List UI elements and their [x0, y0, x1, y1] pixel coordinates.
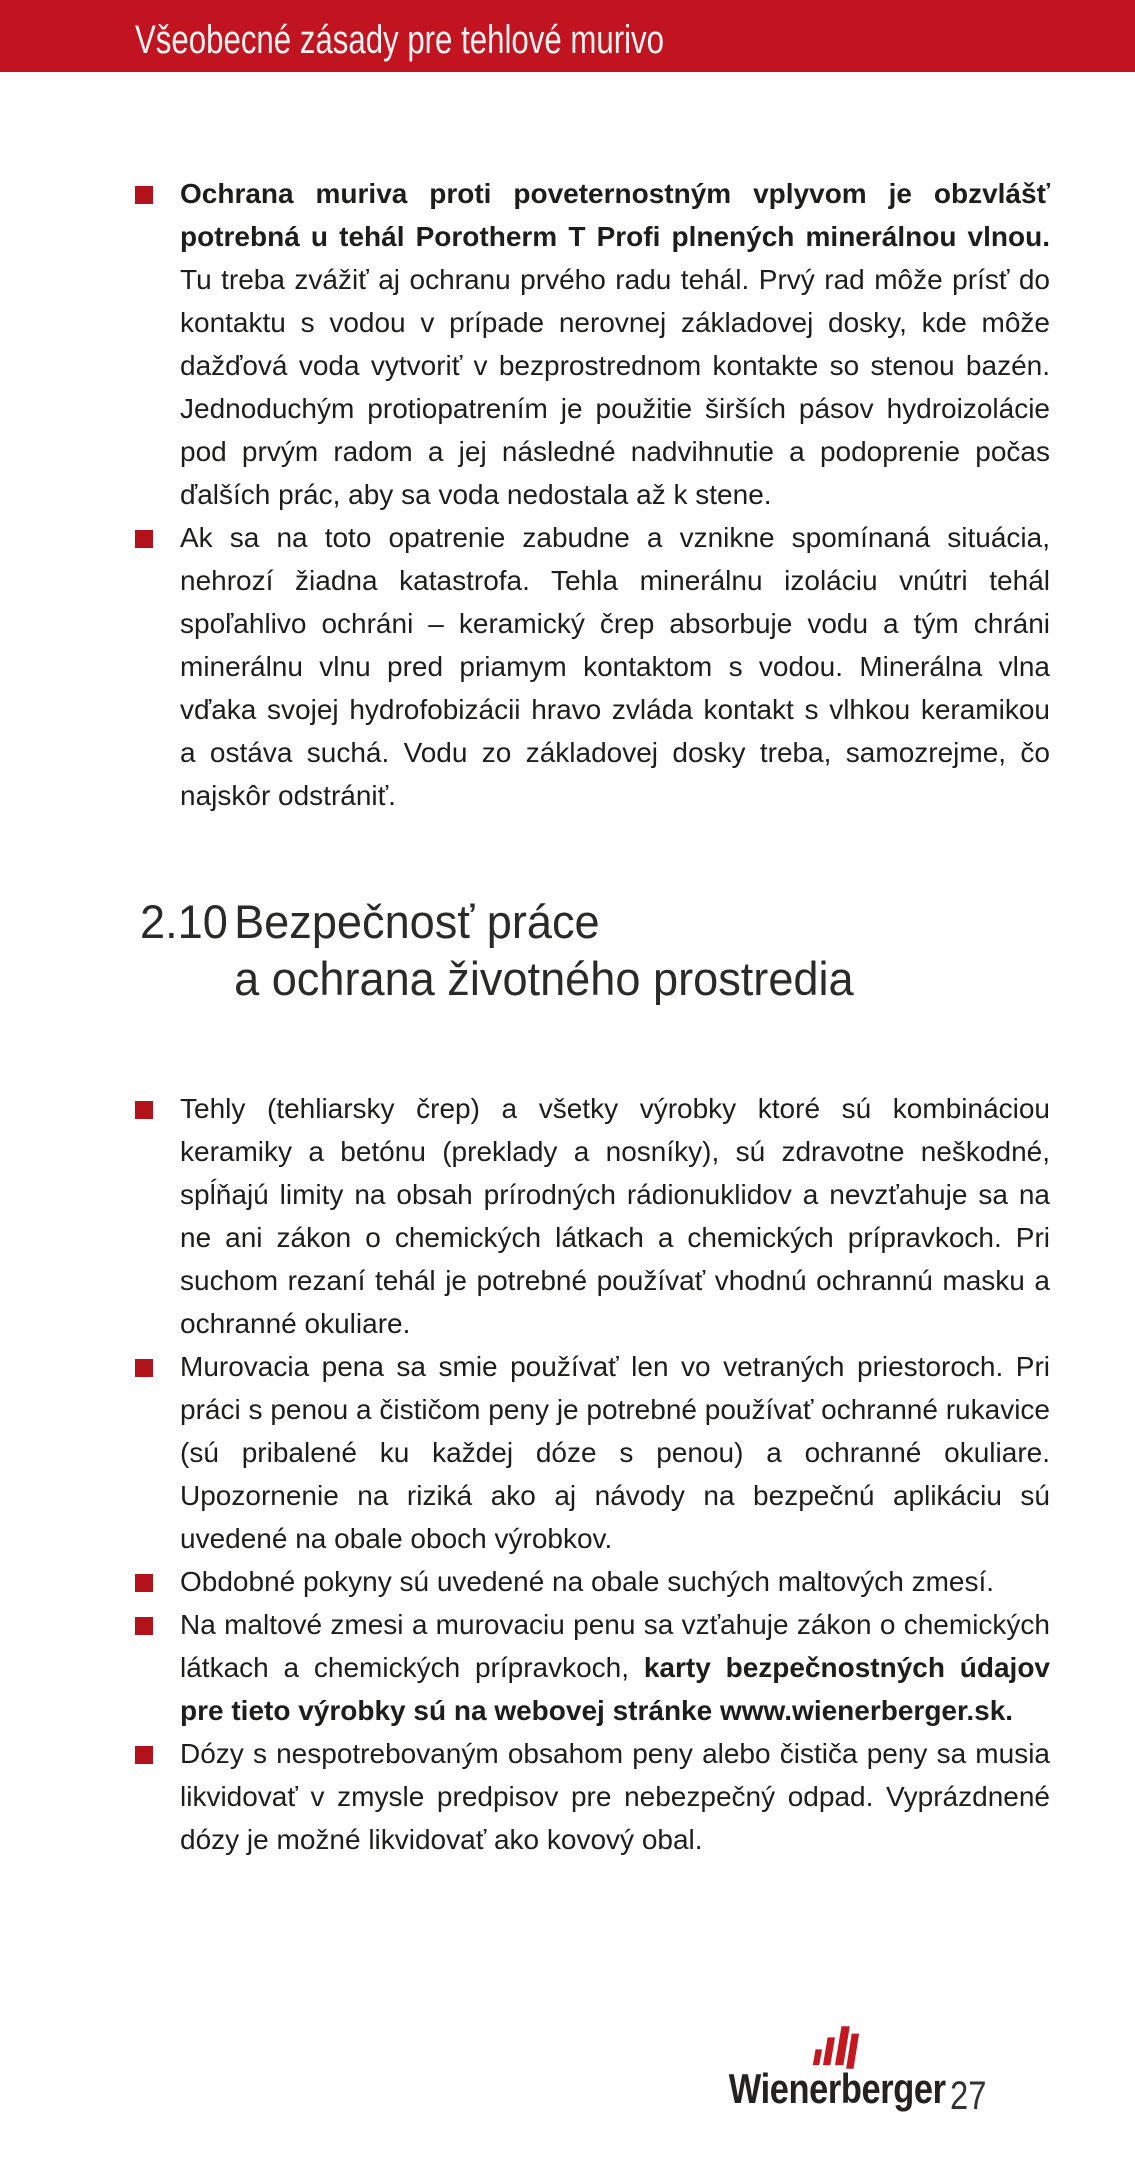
- bullet-paragraph: Na maltové zmesi a murovaciu penu sa vzťahuje zákon o chemických látkach a chemických prípravkoch, karty bezpečnostných údajov pre tieto výrobky sú na webovej stránke www.wienerberger.sk.: [180, 1609, 1050, 1726]
- list-item: [135, 172, 1050, 516]
- bullet-paragraph: Ak sa na toto opatrenie zabudne a vznikne spomínaná situácia, nehrozí žiadna katastrofa. Tehla minerálnu izoláciu vnútri tehál spoľahlivo ochráni – keramický črep absorbuje vodu a tým chráni minerálnu vlnu pred priamym kontaktom s vodou. Minerálna vlna vďaka svojej hydrofobizácii hravo zvláda kontakt s vlhkou keramikou a ostáva suchá. Vodu zo základovej dosky treba, samozrejme, čo najskôr odstrániť.: [180, 522, 1050, 811]
- page-footer: [0, 2026, 1135, 2146]
- bullet-paragraph: Tehly (tehliarsky črep) a všetky výrobky ktoré sú kombináciou keramiky a betónu (preklady a nosníky), sú zdravotne neškodné, spĺňajú limity na obsah prírodných rádionuklidov a nevzťahuje sa na ne ani zákon o chemických látkach a chemických prípravkoch. Pri suchom rezaní tehál je potrebné používať vhodnú ochrannú masku a ochranné okuliare.: [180, 1093, 1050, 1339]
- section-bullet-list: [135, 1087, 1050, 1861]
- bullet-square-icon: [135, 1101, 153, 1119]
- wienerberger-logo: [705, 2026, 965, 2113]
- list-item: [135, 1603, 1050, 1732]
- list-item: [135, 1732, 1050, 1861]
- section-heading: [140, 893, 1014, 1007]
- page-number: 27: [950, 2074, 987, 2118]
- section-title-line-1: Bezpečnosť práce: [234, 895, 600, 948]
- bullet-square-icon: [135, 1359, 153, 1377]
- page-content: [0, 72, 1135, 1861]
- bullet-square-icon: [135, 1746, 153, 1764]
- bullet-square-icon: [135, 186, 153, 204]
- wienerberger-flame-icon: [810, 2026, 860, 2069]
- list-item: [135, 516, 1050, 817]
- bullet-paragraph: Ochrana muriva proti poveternostným vplyvom je obzvlášť potrebná u tehál Porotherm T Profi plnených minerálnou vlnou. Tu treba zvážiť aj ochranu prvého radu tehál. Prvý rad môže prísť do kontaktu s vodou v prípade nerovnej základovej dosky, kde môže dažďová voda vytvoriť v bezprostrednom kontakte so stenou bazén. Jednoduchým protiopatrením je použitie širších pásov hydroizolácie pod prvým radom a jej následné nadvihnutie a podoprenie počas ďalších prác, aby sa voda nedostala až k stene.: [180, 178, 1050, 510]
- page-header-bar: [0, 0, 1135, 72]
- list-item: [135, 1087, 1050, 1345]
- section-number: 2.10: [140, 895, 228, 948]
- bullet-paragraph: Murovacia pena sa smie používať len vo vetraných priestoroch. Pri práci s penou a čističom peny je potrebné používať ochranné rukavice (sú pribalené ku každej dóze s penou) a ochranné okuliare. Upozornenie na riziká ako aj návody na bezpečnú aplikáciu sú uvedené na obale oboch výrobkov.: [180, 1351, 1050, 1554]
- bullet-square-icon: [135, 530, 153, 548]
- bullet-paragraph: Obdobné pokyny sú uvedené na obale suchých maltových zmesí.: [180, 1566, 995, 1597]
- list-item: [135, 1560, 1050, 1603]
- wienerberger-wordmark: Wienerberger: [728, 2065, 946, 2112]
- bullet-paragraph: Dózy s nespotrebovaným obsahom peny alebo čističa peny sa musia likvidovať v zmysle predpisov pre nebezpečný odpad. Vyprázdnené dózy je možné likvidovať ako kovový obal.: [180, 1738, 1050, 1855]
- section-title-line-2: a ochrana životného prostredia: [234, 952, 854, 1005]
- bullet-square-icon: [135, 1574, 153, 1592]
- intro-bullet-list: [135, 172, 1050, 817]
- list-item: [135, 1345, 1050, 1560]
- page-header-title: Všeobecné zásady pre tehlové murivo: [135, 17, 664, 62]
- section-title: [234, 893, 854, 1007]
- bullet-square-icon: [135, 1617, 153, 1635]
